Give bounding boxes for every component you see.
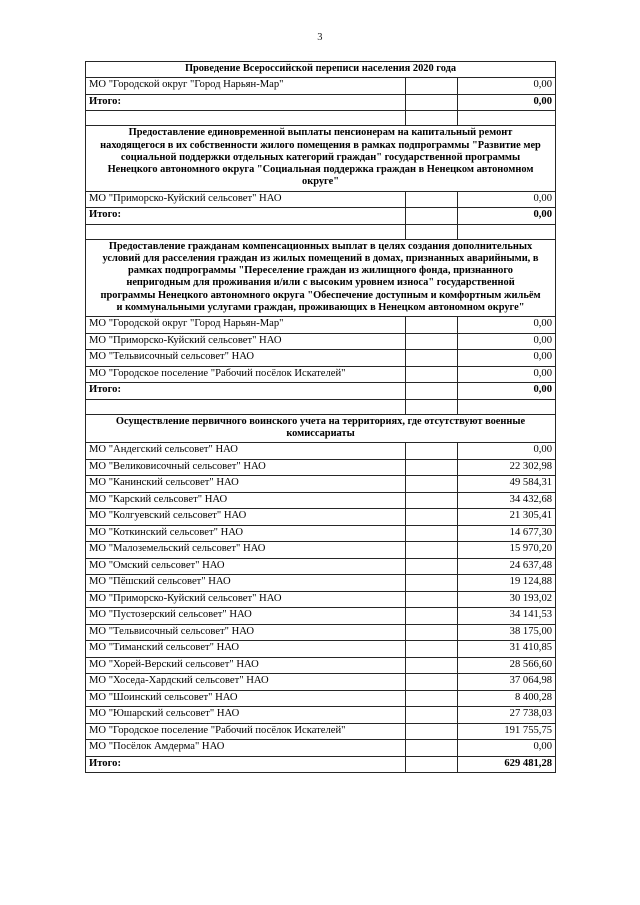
table-row (86, 591, 556, 608)
amount-value: 0,00 (458, 443, 556, 460)
municipality-name: МО "Малоземельский сельсовет" НАО (86, 542, 406, 559)
table-row (86, 690, 556, 707)
table-row (86, 624, 556, 641)
table-row (86, 443, 556, 460)
amount-value: 0,00 (458, 333, 556, 350)
table-row (86, 350, 556, 367)
municipality-name: МО "Колгуевский сельсовет" НАО (86, 509, 406, 526)
amount-value: 0,00 (458, 740, 556, 757)
spacer-cell (86, 224, 406, 239)
section-heading-row (86, 239, 556, 317)
amount-value: 34 141,53 (458, 608, 556, 625)
section-heading-line: программы Ненецкого автономного округа "Обеспечение доступным и комфортным жильём (100, 289, 541, 301)
amount-value: 21 305,41 (458, 509, 556, 526)
section-heading (86, 239, 556, 317)
section-heading (86, 62, 556, 78)
spacer-column (406, 383, 458, 400)
table-row (86, 525, 556, 542)
section-heading-line: Ненецкого автономного округа "Социальная поддержка граждан в Ненецком автономном (107, 164, 534, 176)
amount-value: 0,00 (458, 78, 556, 95)
total-label: Итого: (86, 756, 406, 773)
amount-value: 0,00 (458, 366, 556, 383)
page-number: 3 (317, 32, 323, 43)
spacer-column (406, 443, 458, 460)
spacer-column (406, 476, 458, 493)
section-heading-row (86, 414, 556, 443)
section-heading (86, 414, 556, 443)
table-row (86, 707, 556, 724)
municipality-name: МО "Пёшский сельсовет" НАО (86, 575, 406, 592)
amount-value: 31 410,85 (458, 641, 556, 658)
spacer-cell (86, 111, 406, 126)
table-row (86, 558, 556, 575)
spacer-column (406, 191, 458, 208)
spacer-row (86, 399, 556, 414)
amount-value: 22 302,98 (458, 459, 556, 476)
spacer-column (406, 723, 458, 740)
section-heading-line: округе" (302, 176, 339, 188)
municipality-name: МО "Великовисочный сельсовет" НАО (86, 459, 406, 476)
spacer-column (406, 575, 458, 592)
spacer-column (406, 624, 458, 641)
table-row (86, 366, 556, 383)
section-heading-line: непригодным для проживания и/или с высоким уровнем износа" государственной (126, 277, 515, 289)
spacer-cell (458, 111, 556, 126)
total-value: 0,00 (458, 94, 556, 111)
total-label: Итого: (86, 94, 406, 111)
table-row (86, 78, 556, 95)
spacer-cell (406, 224, 458, 239)
section-heading-line: находящегося в их собственности жилого помещения в рамках подпрограммы "Развитие мер (100, 139, 541, 151)
total-value: 0,00 (458, 383, 556, 400)
municipality-name: МО "Пустозерский сельсовет" НАО (86, 608, 406, 625)
amount-value: 24 637,48 (458, 558, 556, 575)
spacer-column (406, 350, 458, 367)
spacer-column (406, 317, 458, 334)
table-row (86, 333, 556, 350)
spacer-column (406, 756, 458, 773)
spacer-row (86, 224, 556, 239)
spacer-row (86, 111, 556, 126)
section-heading-line: условий для расселения граждан из жилых помещений в домах, признанных аварийными, в (102, 252, 539, 264)
table-row (86, 575, 556, 592)
amount-value: 8 400,28 (458, 690, 556, 707)
total-value: 0,00 (458, 208, 556, 225)
total-row (86, 94, 556, 111)
budget-table (85, 61, 556, 773)
spacer-column (406, 78, 458, 95)
section-heading-line: и коммунальными услугами граждан, проживающих в Ненецком автономном округе" (116, 301, 525, 313)
spacer-cell (458, 399, 556, 414)
section-heading-line: Предоставление гражданам компенсационных выплат в целях создания дополнительных (108, 240, 533, 252)
amount-value: 27 738,03 (458, 707, 556, 724)
municipality-name: МО "Городское поселение "Рабочий посёлок Искателей" (86, 723, 406, 740)
table-row (86, 740, 556, 757)
municipality-name: МО "Канинский сельсовет" НАО (86, 476, 406, 493)
amount-value: 0,00 (458, 191, 556, 208)
table-row (86, 191, 556, 208)
amount-value: 30 193,02 (458, 591, 556, 608)
amount-value: 34 432,68 (458, 492, 556, 509)
municipality-name: МО "Городской округ "Город Нарьян-Мар" (86, 317, 406, 334)
table-row (86, 723, 556, 740)
spacer-column (406, 707, 458, 724)
spacer-column (406, 641, 458, 658)
municipality-name: МО "Хорей-Верский сельсовет" НАО (86, 657, 406, 674)
spacer-column (406, 591, 458, 608)
table-row (86, 317, 556, 334)
municipality-name: МО "Тельвисочный сельсовет" НАО (86, 350, 406, 367)
spacer-column (406, 690, 458, 707)
municipality-name: МО "Карский сельсовет" НАО (86, 492, 406, 509)
section-heading-line: рамках подпрограммы "Переселение граждан из жилищного фонда, признанного (128, 265, 514, 277)
spacer-cell (86, 399, 406, 414)
amount-value: 38 175,00 (458, 624, 556, 641)
municipality-name: МО "Приморско-Куйский сельсовет" НАО (86, 591, 406, 608)
section-heading-row (86, 62, 556, 78)
spacer-cell (406, 111, 458, 126)
total-row (86, 383, 556, 400)
table-row (86, 657, 556, 674)
amount-value: 19 124,88 (458, 575, 556, 592)
budget-table-body (86, 62, 556, 773)
amount-value: 191 755,75 (458, 723, 556, 740)
table-row (86, 492, 556, 509)
spacer-column (406, 740, 458, 757)
table-row (86, 542, 556, 559)
total-label: Итого: (86, 383, 406, 400)
table-row (86, 608, 556, 625)
spacer-column (406, 333, 458, 350)
amount-value: 15 970,20 (458, 542, 556, 559)
table-row (86, 509, 556, 526)
budget-table-container (85, 61, 555, 773)
spacer-column (406, 525, 458, 542)
section-heading-line: Проведение Всероссийской переписи населения 2020 года (184, 63, 457, 74)
spacer-column (406, 366, 458, 383)
municipality-name: МО "Городское поселение "Рабочий посёлок Искателей" (86, 366, 406, 383)
total-label: Итого: (86, 208, 406, 225)
amount-value: 14 677,30 (458, 525, 556, 542)
municipality-name: МО "Тельвисочный сельсовет" НАО (86, 624, 406, 641)
total-row (86, 756, 556, 773)
section-heading-row (86, 126, 556, 191)
table-row (86, 674, 556, 691)
section-heading (86, 126, 556, 191)
section-heading-line: Осуществление первичного воинского учета на территориях, где отсутствуют военные (115, 415, 526, 427)
municipality-name: МО "Шоинский сельсовет" НАО (86, 690, 406, 707)
total-row (86, 208, 556, 225)
municipality-name: МО "Хоседа-Хардский сельсовет" НАО (86, 674, 406, 691)
municipality-name: МО "Приморско-Куйский сельсовет" НАО (86, 191, 406, 208)
municipality-name: МО "Посёлок Амдерма" НАО (86, 740, 406, 757)
spacer-column (406, 459, 458, 476)
table-row (86, 641, 556, 658)
spacer-column (406, 542, 458, 559)
municipality-name: МО "Юшарский сельсовет" НАО (86, 707, 406, 724)
amount-value: 49 584,31 (458, 476, 556, 493)
total-value: 629 481,28 (458, 756, 556, 773)
municipality-name: МО "Тиманский сельсовет" НАО (86, 641, 406, 658)
table-row (86, 459, 556, 476)
section-heading-line: Предоставление единовременной выплаты пенсионерам на капитальный ремонт (128, 127, 513, 139)
amount-value: 0,00 (458, 317, 556, 334)
municipality-name: МО "Приморско-Куйский сельсовет" НАО (86, 333, 406, 350)
spacer-column (406, 558, 458, 575)
spacer-cell (458, 224, 556, 239)
table-row (86, 476, 556, 493)
spacer-cell (406, 399, 458, 414)
section-heading-line: социальной поддержки отдельных категорий граждан" государственной программы (120, 151, 521, 163)
municipality-name: МО "Городской округ "Город Нарьян-Мар" (86, 78, 406, 95)
section-heading-line: комиссариаты (286, 427, 355, 439)
amount-value: 0,00 (458, 350, 556, 367)
municipality-name: МО "Андегский сельсовет" НАО (86, 443, 406, 460)
spacer-column (406, 94, 458, 111)
spacer-column (406, 492, 458, 509)
spacer-column (406, 674, 458, 691)
spacer-column (406, 509, 458, 526)
amount-value: 28 566,60 (458, 657, 556, 674)
spacer-column (406, 208, 458, 225)
spacer-column (406, 657, 458, 674)
amount-value: 37 064,98 (458, 674, 556, 691)
spacer-column (406, 608, 458, 625)
municipality-name: МО "Омский сельсовет" НАО (86, 558, 406, 575)
municipality-name: МО "Коткинский сельсовет" НАО (86, 525, 406, 542)
